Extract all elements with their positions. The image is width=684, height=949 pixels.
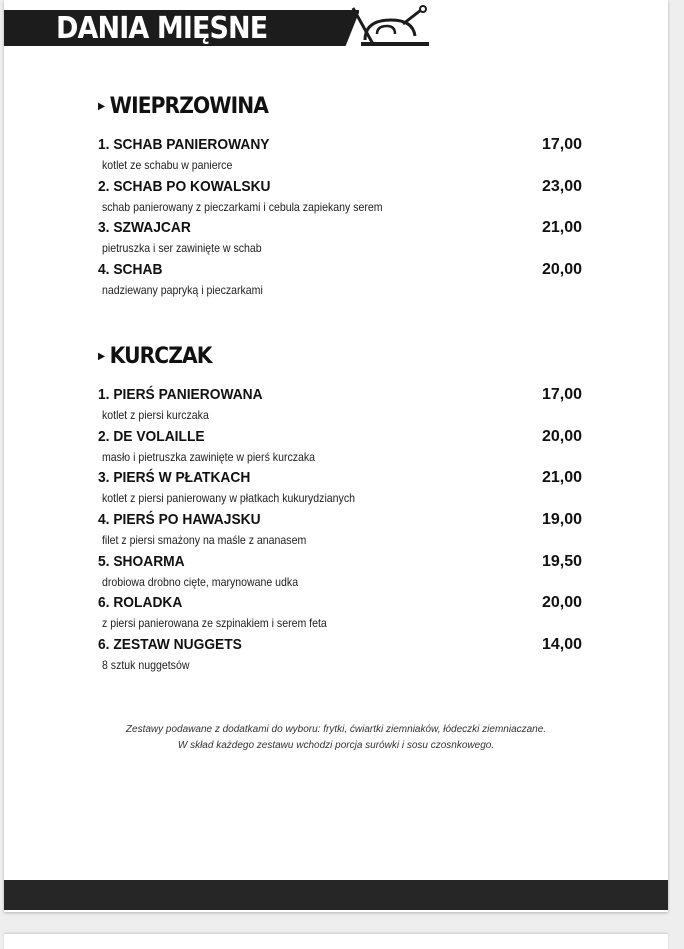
- menu-item: [98, 219, 582, 261]
- item-description: nadziewany papryką i pieczarkami: [102, 283, 263, 298]
- item-name: 6. ZESTAW NUGGETS: [98, 636, 242, 654]
- item-description: kotlet z piersi panierowany w płatkach kukurydzianych: [102, 491, 355, 506]
- footer-note: [4, 722, 668, 754]
- item-price: 20,00: [541, 427, 582, 445]
- item-name: 4. PIERŚ PO HAWAJSKU: [98, 511, 261, 529]
- item-name: 2. SCHAB PO KOWALSKU: [98, 177, 271, 195]
- chicken-items: [98, 386, 582, 678]
- item-description: drobiowa drobno cięte, marynowane udka: [102, 574, 299, 589]
- footer-note-line2: W skład każdego zestawu wchodzi porcja surówki i sosu czosnkowego.: [177, 740, 495, 751]
- footer-note-line1: Zestawy podawane z dodatkami do wyboru: frytki, ćwiartki ziemniaków, łódeczki ziemniaczane.: [125, 724, 547, 735]
- item-name: 5. SHOARMA: [98, 552, 185, 570]
- item-price: 20,00: [541, 594, 582, 612]
- bullet-arrow-icon: ▶: [98, 101, 105, 112]
- menu-item: [98, 428, 582, 470]
- item-price: 19,50: [541, 552, 582, 570]
- roast-chicken-icon: [347, 4, 435, 48]
- menu-item: [98, 469, 582, 511]
- item-description: z piersi panierowana ze szpinakiem i serem feta: [102, 616, 327, 631]
- section-title-chicken: [98, 344, 211, 369]
- item-name: 4. SCHAB: [98, 261, 163, 279]
- item-name: 2. DE VOLAILLE: [98, 427, 205, 445]
- menu-item: [98, 594, 582, 636]
- menu-item: [98, 136, 582, 178]
- item-description: kotlet ze schabu w panierce: [102, 158, 233, 172]
- bullet-arrow-icon: ▶: [98, 351, 105, 362]
- menu-item: [98, 386, 582, 428]
- section-title-pork: [98, 94, 268, 119]
- menu-page: [4, 0, 668, 912]
- footer-bar: [4, 880, 668, 910]
- section-title-text: WIEPRZOWINA: [109, 94, 269, 119]
- item-name: 6. ROLADKA: [98, 594, 183, 612]
- item-price: 21,00: [541, 469, 582, 487]
- item-description: kotlet z piersi kurczaka: [102, 408, 209, 422]
- menu-item: [98, 636, 582, 678]
- item-price: 23,00: [541, 177, 582, 195]
- item-price: 21,00: [541, 219, 582, 237]
- item-description: pietruszka i ser zawinięte w schab: [102, 241, 262, 256]
- item-description: schab panierowany z pieczarkami i cebula zapiekany serem: [102, 199, 383, 214]
- item-price: 17,00: [541, 386, 582, 403]
- item-name: 1. SCHAB PANIEROWANY: [98, 136, 270, 153]
- menu-item: [98, 553, 582, 595]
- item-description: filet z piersi smażony na maśle z ananasem: [102, 533, 307, 548]
- menu-item: [98, 178, 582, 220]
- item-name: 3. SZWAJCAR: [98, 219, 191, 237]
- item-name: 1. PIERŚ PANIEROWANA: [98, 386, 263, 403]
- next-page-edge: [4, 934, 668, 949]
- item-name: 3. PIERŚ W PŁATKACH: [98, 469, 251, 487]
- item-price: 19,00: [541, 511, 582, 529]
- item-price: 20,00: [541, 261, 582, 279]
- section-title-text: KURCZAK: [109, 344, 212, 369]
- pork-items: [98, 136, 582, 303]
- item-description: masło i pietruszka zawinięte w pierś kurczaka: [102, 449, 316, 464]
- menu-item: [98, 261, 582, 303]
- item-description: 8 sztuk nuggetsów: [102, 658, 190, 673]
- menu-item: [98, 511, 582, 553]
- item-price: 17,00: [541, 136, 582, 153]
- page-title: DANIA MIĘSNE: [56, 11, 268, 46]
- item-price: 14,00: [541, 636, 582, 654]
